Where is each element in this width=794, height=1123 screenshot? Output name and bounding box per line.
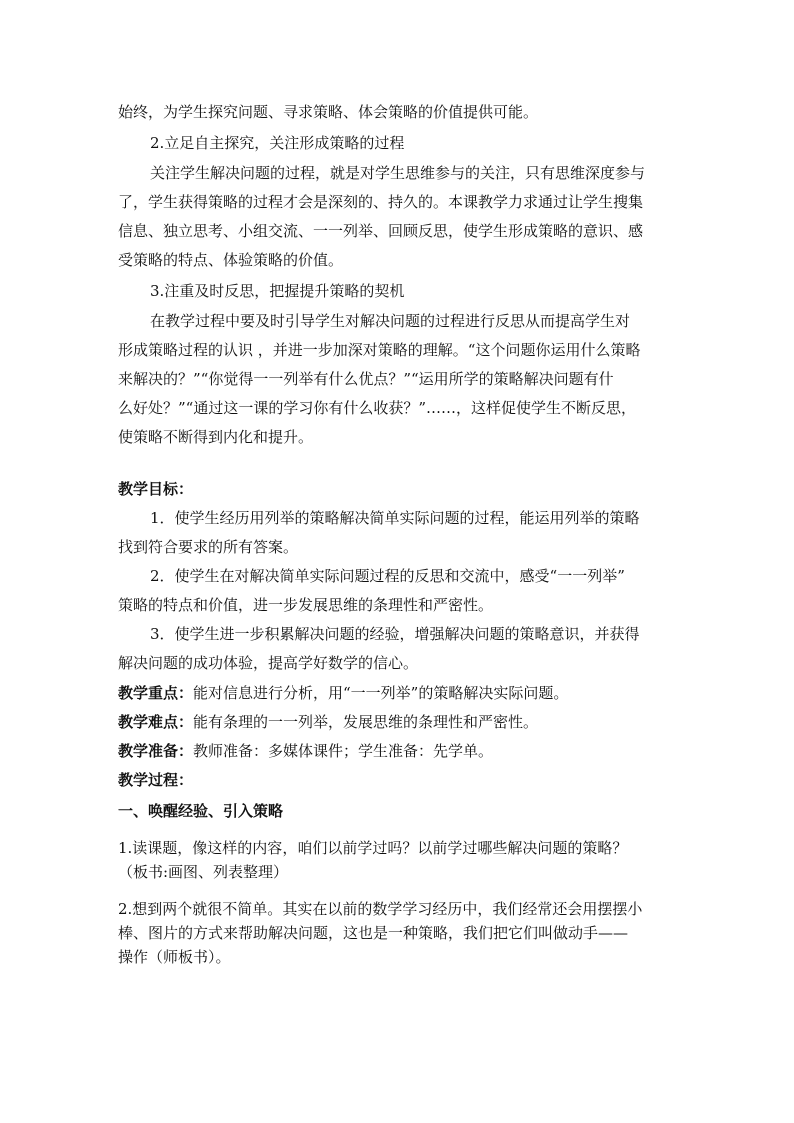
step-1-line: 1.读课题，像这样的内容，咱们以前学过吗？以前学过哪些解决问题的策略？	[118, 839, 628, 857]
goal-3-line: 解决问题的成功体验，提高学好数学的信心。	[118, 654, 419, 672]
goal-2-line: 2．使学生在对解决简单实际问题过程的反思和交流中，感受“一一列举”	[150, 567, 625, 585]
paragraph-end-line: 始终，为学生探究问题、寻求策略、体会策略的价值提供可能。	[118, 103, 539, 121]
process-heading: 教学过程：	[118, 771, 194, 789]
difficulty-text: 能有条理的一一列举，发展思维的条理性和严密性。	[193, 713, 539, 731]
goal-1-line: 1．使学生经历用列举的策略解决简单实际问题的过程，能运用列举的策略	[150, 509, 640, 527]
step-2-line: 棒、图片的方式来帮助解决问题，这也是一种策略，我们把它们叫做动手——	[118, 924, 629, 942]
paragraph-line: 在教学过程中要及时引导学生对解决问题的过程进行反思从而提高学生对	[150, 312, 631, 330]
goal-2-line: 策略的特点和价值，进一步发展思维的条理性和严密性。	[118, 596, 494, 614]
paragraph-line: 使策略不断得到内化和提升。	[118, 428, 314, 446]
paragraph-line: 关注学生解决问题的过程，就是对学生思维参与的关注，只有思维深度参与	[150, 164, 646, 182]
difficulty-line	[118, 712, 538, 732]
paragraph-line: 了，学生获得策略的过程才会是深刻的、持久的。本课教学力求通过让学生搜集	[118, 193, 644, 211]
paragraph-line: 么好处？”“通过这一课的学习你有什么收获？”……，这样促使学生不断反思，	[118, 399, 637, 417]
goals-heading: 教学目标：	[118, 480, 194, 498]
key-point-text: 能对信息进行分析，用“一一列举”的策略解决实际问题。	[193, 684, 569, 702]
goal-1-line: 找到符合要求的所有答案。	[118, 538, 299, 556]
paragraph-line: 来解决的？”“你觉得一一列举有什么优点？”“运用所学的策略解决问题有什	[118, 370, 614, 388]
key-point-label: 教学重点：	[118, 684, 194, 702]
preparation-text: 教师准备：多媒体课件；学生准备：先学单。	[193, 742, 494, 760]
step-2-line: 2.想到两个就很不简单。其实在以前的数学学习经历中，我们经常还会用摆摆小	[118, 900, 643, 918]
paragraph-line: 形成策略过程的认识 ，并进一步加深对策略的理解。“这个问题你运用什么策略	[118, 341, 641, 359]
preparation-line	[118, 741, 493, 761]
key-point-line	[118, 683, 568, 703]
section-1-heading: 一、唤醒经验、引入策略	[118, 802, 284, 820]
subheading-3: 3.注重及时反思，把握提升策略的契机	[150, 282, 405, 300]
preparation-label: 教学准备：	[118, 742, 194, 760]
difficulty-label: 教学难点：	[118, 713, 194, 731]
paragraph-line: 信息、独立思考、小组交流、一一列举、回顾反思，使学生形成策略的意识、感	[118, 222, 644, 240]
step-2-line: 操作（师板书）。	[118, 948, 231, 966]
paragraph-line: 受策略的特点、体验策略的价值。	[118, 251, 344, 269]
goal-3-line: 3．使学生进一步积累解决问题的经验，增强解决问题的策略意识，并获得	[150, 625, 640, 643]
step-1-line: （板书:画图、列表整理）	[118, 863, 289, 881]
subheading-2: 2.立足自主探究，关注形成策略的过程	[150, 134, 405, 152]
